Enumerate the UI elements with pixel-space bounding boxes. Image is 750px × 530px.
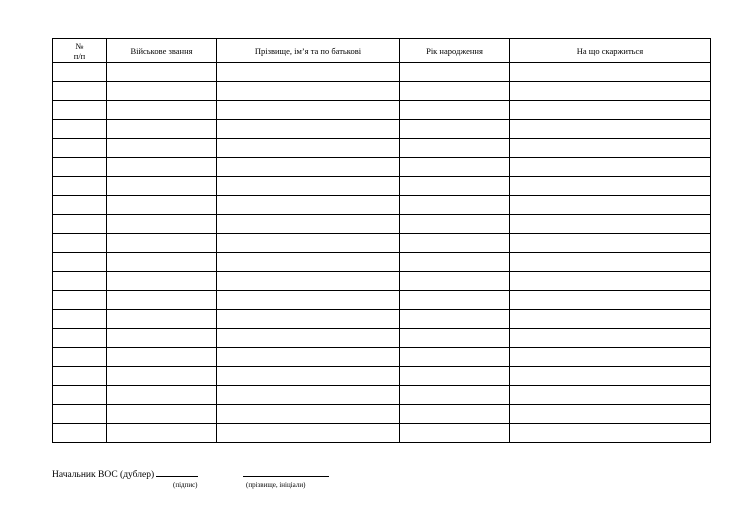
cell-number[interactable] [53, 424, 107, 443]
cell-birth-year[interactable] [400, 82, 510, 101]
cell-rank[interactable] [107, 329, 217, 348]
cell-complaint[interactable] [510, 310, 711, 329]
cell-full-name[interactable] [217, 272, 400, 291]
cell-number[interactable] [53, 310, 107, 329]
cell-full-name[interactable] [217, 291, 400, 310]
cell-rank[interactable] [107, 348, 217, 367]
cell-full-name[interactable] [217, 234, 400, 253]
table-header-row [53, 39, 711, 63]
cell-complaint[interactable] [510, 272, 711, 291]
cell-birth-year[interactable] [400, 405, 510, 424]
table-row [53, 196, 711, 215]
cell-birth-year[interactable] [400, 63, 510, 82]
cell-number[interactable] [53, 82, 107, 101]
cell-birth-year[interactable] [400, 139, 510, 158]
cell-complaint[interactable] [510, 215, 711, 234]
header-birth-year: Рік народження [400, 39, 510, 63]
cell-full-name[interactable] [217, 367, 400, 386]
cell-complaint[interactable] [510, 82, 711, 101]
cell-birth-year[interactable] [400, 272, 510, 291]
cell-rank[interactable] [107, 253, 217, 272]
header-number-abbr: п/п [73, 50, 86, 61]
cell-rank[interactable] [107, 177, 217, 196]
chief-label: Начальник ВОС (дублер) [52, 470, 155, 480]
table-row [53, 272, 711, 291]
cell-number[interactable] [53, 348, 107, 367]
cell-number[interactable] [53, 215, 107, 234]
table-row [53, 82, 711, 101]
cell-full-name[interactable] [217, 196, 400, 215]
header-number [53, 39, 107, 63]
cell-complaint[interactable] [510, 63, 711, 82]
cell-rank[interactable] [107, 310, 217, 329]
table-row [53, 120, 711, 139]
cell-birth-year[interactable] [400, 215, 510, 234]
table-row [53, 177, 711, 196]
cell-complaint[interactable] [510, 405, 711, 424]
table-row [53, 291, 711, 310]
table-row [53, 310, 711, 329]
header-number-symbol: № [75, 40, 84, 51]
cell-full-name[interactable] [217, 101, 400, 120]
cell-complaint[interactable] [510, 101, 711, 120]
table-row [53, 101, 711, 120]
cell-birth-year[interactable] [400, 424, 510, 443]
cell-number[interactable] [53, 367, 107, 386]
cell-rank[interactable] [107, 405, 217, 424]
table-row [53, 367, 711, 386]
table-row [53, 234, 711, 253]
cell-number[interactable] [53, 120, 107, 139]
cell-number[interactable] [53, 291, 107, 310]
cell-birth-year[interactable] [400, 234, 510, 253]
cell-rank[interactable] [107, 215, 217, 234]
cell-birth-year[interactable] [400, 291, 510, 310]
table-row [53, 405, 711, 424]
cell-full-name[interactable] [217, 329, 400, 348]
cell-full-name[interactable] [217, 158, 400, 177]
cell-birth-year[interactable] [400, 386, 510, 405]
cell-rank[interactable] [107, 196, 217, 215]
name-initials-blank[interactable] [243, 466, 329, 477]
cell-full-name[interactable] [217, 253, 400, 272]
table-row [53, 329, 711, 348]
header-rank: Військове звання [107, 39, 217, 63]
cell-full-name[interactable] [217, 348, 400, 367]
cell-birth-year[interactable] [400, 329, 510, 348]
cell-full-name[interactable] [217, 177, 400, 196]
cell-complaint[interactable] [510, 177, 711, 196]
cell-rank[interactable] [107, 234, 217, 253]
cell-rank[interactable] [107, 386, 217, 405]
cell-birth-year[interactable] [400, 348, 510, 367]
cell-full-name[interactable] [217, 63, 400, 82]
cell-rank[interactable] [107, 424, 217, 443]
cell-birth-year[interactable] [400, 253, 510, 272]
cell-complaint[interactable] [510, 120, 711, 139]
header-complaint: На що скаржиться [510, 39, 711, 63]
cell-complaint[interactable] [510, 291, 711, 310]
table-body [53, 63, 711, 443]
cell-complaint[interactable] [510, 234, 711, 253]
cell-rank[interactable] [107, 63, 217, 82]
cell-number[interactable] [53, 272, 107, 291]
table-row [53, 424, 711, 443]
cell-rank[interactable] [107, 120, 217, 139]
table-row [53, 386, 711, 405]
cell-birth-year[interactable] [400, 120, 510, 139]
cell-number[interactable] [53, 158, 107, 177]
cell-full-name[interactable] [217, 386, 400, 405]
cell-birth-year[interactable] [400, 101, 510, 120]
cell-full-name[interactable] [217, 82, 400, 101]
cell-full-name[interactable] [217, 424, 400, 443]
cell-birth-year[interactable] [400, 177, 510, 196]
cell-number[interactable] [53, 386, 107, 405]
chief-signature-line [52, 466, 198, 481]
cell-number[interactable] [53, 101, 107, 120]
table-row [53, 348, 711, 367]
cell-complaint[interactable] [510, 386, 711, 405]
cell-full-name[interactable] [217, 310, 400, 329]
name-initials-caption: (прізвище, ініціали) [246, 481, 306, 489]
cell-full-name[interactable] [217, 215, 400, 234]
table-row [53, 139, 711, 158]
cell-number[interactable] [53, 196, 107, 215]
table-row [53, 158, 711, 177]
cell-full-name[interactable] [217, 405, 400, 424]
cell-birth-year[interactable] [400, 310, 510, 329]
signature-blank[interactable] [156, 466, 198, 477]
signature-caption: (підпис) [173, 481, 198, 489]
cell-complaint[interactable] [510, 196, 711, 215]
cell-complaint[interactable] [510, 139, 711, 158]
cell-full-name[interactable] [217, 120, 400, 139]
cell-complaint[interactable] [510, 367, 711, 386]
cell-rank[interactable] [107, 291, 217, 310]
cell-rank[interactable] [107, 367, 217, 386]
cell-number[interactable] [53, 234, 107, 253]
cell-birth-year[interactable] [400, 158, 510, 177]
cell-number[interactable] [53, 63, 107, 82]
table-row [53, 253, 711, 272]
cell-number[interactable] [53, 139, 107, 158]
cell-number[interactable] [53, 177, 107, 196]
cell-complaint[interactable] [510, 329, 711, 348]
cell-number[interactable] [53, 253, 107, 272]
cell-birth-year[interactable] [400, 196, 510, 215]
complaint-register-table [52, 38, 711, 443]
cell-rank[interactable] [107, 101, 217, 120]
cell-complaint[interactable] [510, 348, 711, 367]
cell-rank[interactable] [107, 272, 217, 291]
table-row [53, 63, 711, 82]
cell-complaint[interactable] [510, 424, 711, 443]
cell-number[interactable] [53, 329, 107, 348]
table-row [53, 215, 711, 234]
cell-complaint[interactable] [510, 253, 711, 272]
cell-rank[interactable] [107, 158, 217, 177]
cell-rank[interactable] [107, 139, 217, 158]
cell-complaint[interactable] [510, 158, 711, 177]
cell-birth-year[interactable] [400, 367, 510, 386]
cell-number[interactable] [53, 405, 107, 424]
cell-rank[interactable] [107, 82, 217, 101]
cell-full-name[interactable] [217, 139, 400, 158]
header-full-name: Прізвище, ім’я та по батькові [217, 39, 400, 63]
